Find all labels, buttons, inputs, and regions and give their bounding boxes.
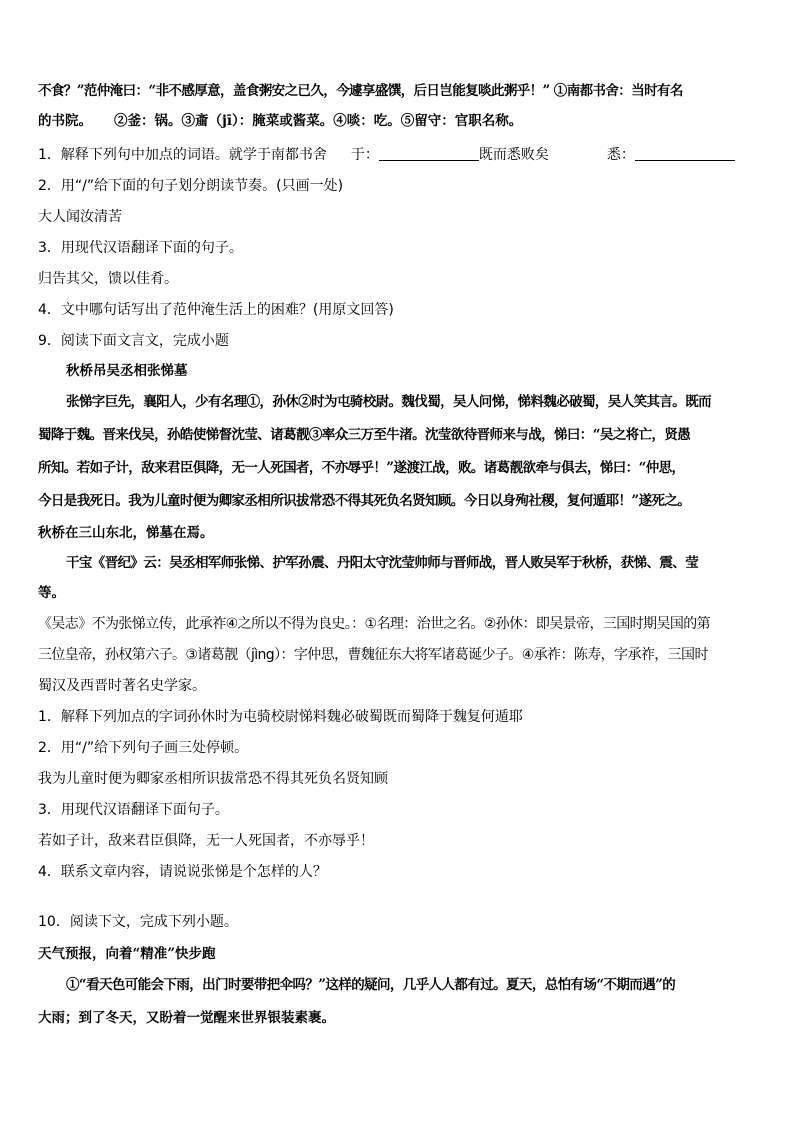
answer-blank[interactable] bbox=[635, 146, 735, 161]
passage-title: 天气预报，向着“精准”快步跑 bbox=[38, 946, 216, 962]
footnote-line: 《吴志》不为张悌立传，此承祚④之所以不得为良史。：①名理：治世之名。②孙休：即吴景帝，三国时期吴国的第 bbox=[38, 616, 711, 632]
passage-line: 秋桥在三山东北，悌墓在焉。 bbox=[38, 525, 214, 541]
passage-line: 等。 bbox=[38, 585, 65, 601]
section-header: 9．阅读下面文言文，完成小题 bbox=[38, 333, 229, 349]
passage-line: 干宝《晋纪》云：吴丞相军师张悌、护军孙震、丹阳太守沈莹帅师与晋师战，晋人败吴军于秋桥，获悌、震、莹 bbox=[66, 555, 699, 571]
passage-line: 大雨；到了冬天，又盼着一觉醒来世界银装素裹。 bbox=[38, 1010, 335, 1026]
question-sentence: 归告其父，馈以佳肴。 bbox=[38, 271, 178, 287]
passage-line: 蜀降于魏。晋来伐吴，孙皓使悌督沈莹、诸葛靓③率众三万至牛渚。沈莹欲待晋师来与战，悌曰：“吴之将亡，贤愚 bbox=[38, 427, 691, 443]
question-line: 2．用“/”给下列句子画三处停顿。 bbox=[38, 740, 249, 756]
question-line: 4．文中哪句话写出了范仲淹生活上的困难？(用原文回答) bbox=[38, 302, 394, 318]
passage-title: 秋桥吊吴丞相张悌墓 bbox=[66, 363, 188, 379]
passage-line: 张悌字巨先，襄阳人，少有名理①，孙休②时为屯骑校尉。魏伐蜀，吴人问悌，悌料魏必破蜀，吴人笑其言。既而 bbox=[66, 394, 711, 410]
question-word: 于： bbox=[350, 147, 379, 163]
question-sentence: 若如子计，敌来君臣俱降，无一人死国者，不亦辱乎！ bbox=[38, 833, 374, 849]
footnote-line: 蜀汉及西晋时著名史学家。 bbox=[38, 678, 206, 694]
question-text: 1．解释下列句中加点的词语。就学于南都书舍 bbox=[38, 147, 327, 163]
answer-blank[interactable] bbox=[379, 146, 479, 161]
question-line: 3．用现代汉语翻译下面句子。 bbox=[38, 802, 229, 818]
passage-line: 今日是我死日。我为儿童时便为卿家丞相所识拔常恐不得其死负名贤知顾。今日以身殉社稷，复何遁耶！”遂死之。 bbox=[38, 493, 691, 509]
footnote-part: ②釜：锅。③齑（jī）：腌菜或酱菜。④啖：吃。⑤留守：官职名称。 bbox=[114, 113, 523, 129]
question-line: 2．用“/”给下面的句子划分朗读节奏。(只画一处) bbox=[38, 178, 344, 194]
question-text: 既而悉败矣 bbox=[478, 147, 549, 163]
question-line: 3．用现代汉语翻译下面的句子。 bbox=[38, 240, 243, 256]
question-sentence: 我为儿童时便为卿家丞相所识拔常恐不得其死负名贤知顾 bbox=[38, 771, 388, 787]
question-sentence: 大人闻汝清苦 bbox=[38, 209, 122, 225]
question-line: 1．解释下列加点的字词孙休时为屯骑校尉悌料魏必破蜀既而蜀降于魏复何遁耶 bbox=[38, 709, 523, 725]
question-word: 悉： bbox=[606, 147, 635, 163]
question-line: 4．联系文章内容，请说说张悌是个怎样的人？ bbox=[38, 864, 327, 880]
passage-line: ①“看天色可能会下雨，出门时要带把伞吗？”这样的疑问，几乎人人都有过。夏天，总怕有场“不期而遇”的 bbox=[66, 977, 676, 993]
footnote-line: 三位皇帝，孙权第六子。③诸葛靓（jìng）：字仲思，曹魏征东大将军诸葛诞少子。④承祚：陈寿，字承祚，三国时 bbox=[38, 647, 708, 663]
footnote-part: 的书院。 bbox=[38, 113, 92, 129]
passage-line: 不食？”范仲淹曰：“非不感厚意，盖食粥安之已久，今遽享盛馔，后日岂能复啖此粥乎！” ①南都书舍：当时有名 bbox=[38, 83, 683, 99]
section-header: 10．阅读下文，完成下列小题。 bbox=[38, 914, 238, 930]
footnote-line bbox=[38, 111, 758, 131]
passage-line: 所知。若如子计，敌来君臣俱降，无一人死国者，不亦辱乎！”遂渡江战，败。诸葛靓欲牵与俱去，悌曰：“仲思， bbox=[38, 460, 685, 476]
question-line bbox=[38, 145, 758, 165]
